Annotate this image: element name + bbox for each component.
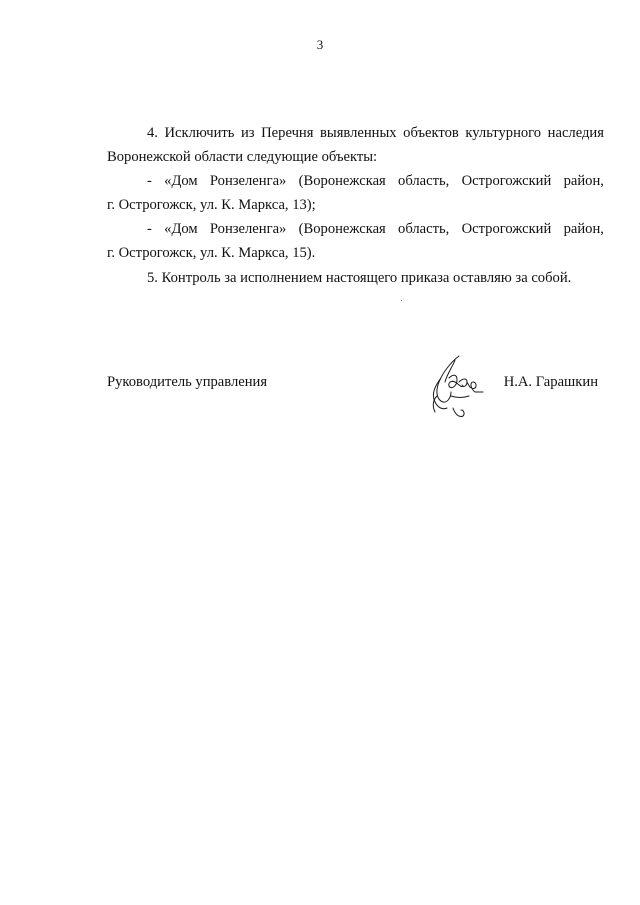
paragraph-5: 5. Контроль за исполнением настоящего приказа оставляю за собой.: [147, 270, 572, 286]
signer-name: Н.А. Гарашкин: [503, 374, 598, 390]
scan-speck: [401, 300, 402, 301]
list-item-1-line-1: [147, 172, 604, 190]
word: «Дом: [164, 221, 198, 237]
word: 4.: [147, 125, 158, 141]
word: наследия: [547, 125, 604, 141]
word: -: [147, 221, 152, 237]
word: Острогожский: [461, 221, 552, 237]
word: -: [147, 173, 152, 189]
list-item-1-line-2: г. Острогожск, ул. К. Маркса, 13);: [107, 197, 316, 213]
word: область,: [398, 221, 450, 237]
word: объектов: [403, 125, 459, 141]
word: район,: [563, 173, 604, 189]
word: Острогожский: [461, 173, 552, 189]
word: «Дом: [164, 173, 198, 189]
handwritten-signature: [429, 352, 487, 426]
paragraph-4-line-2: Воронежской области следующие объекты:: [107, 149, 378, 165]
word: выявленных: [320, 125, 397, 141]
word: (Воронежская: [298, 173, 386, 189]
paragraph-4-line-1: [147, 124, 604, 142]
word: из: [241, 125, 255, 141]
word: область,: [398, 173, 450, 189]
word: Ронзеленга»: [209, 221, 287, 237]
list-item-2-line-2: г. Острогожск, ул. К. Маркса, 15).: [107, 245, 316, 261]
word: Ронзеленга»: [209, 173, 287, 189]
list-item-2-line-1: [147, 220, 604, 238]
word: Исключить: [164, 125, 235, 141]
word: район,: [563, 221, 604, 237]
page-number: 3: [316, 37, 324, 52]
word: культурного: [465, 125, 542, 141]
word: (Воронежская: [298, 221, 386, 237]
signer-title: Руководитель управления: [107, 374, 268, 390]
word: Перечня: [261, 125, 314, 141]
signature-block: [107, 374, 604, 434]
